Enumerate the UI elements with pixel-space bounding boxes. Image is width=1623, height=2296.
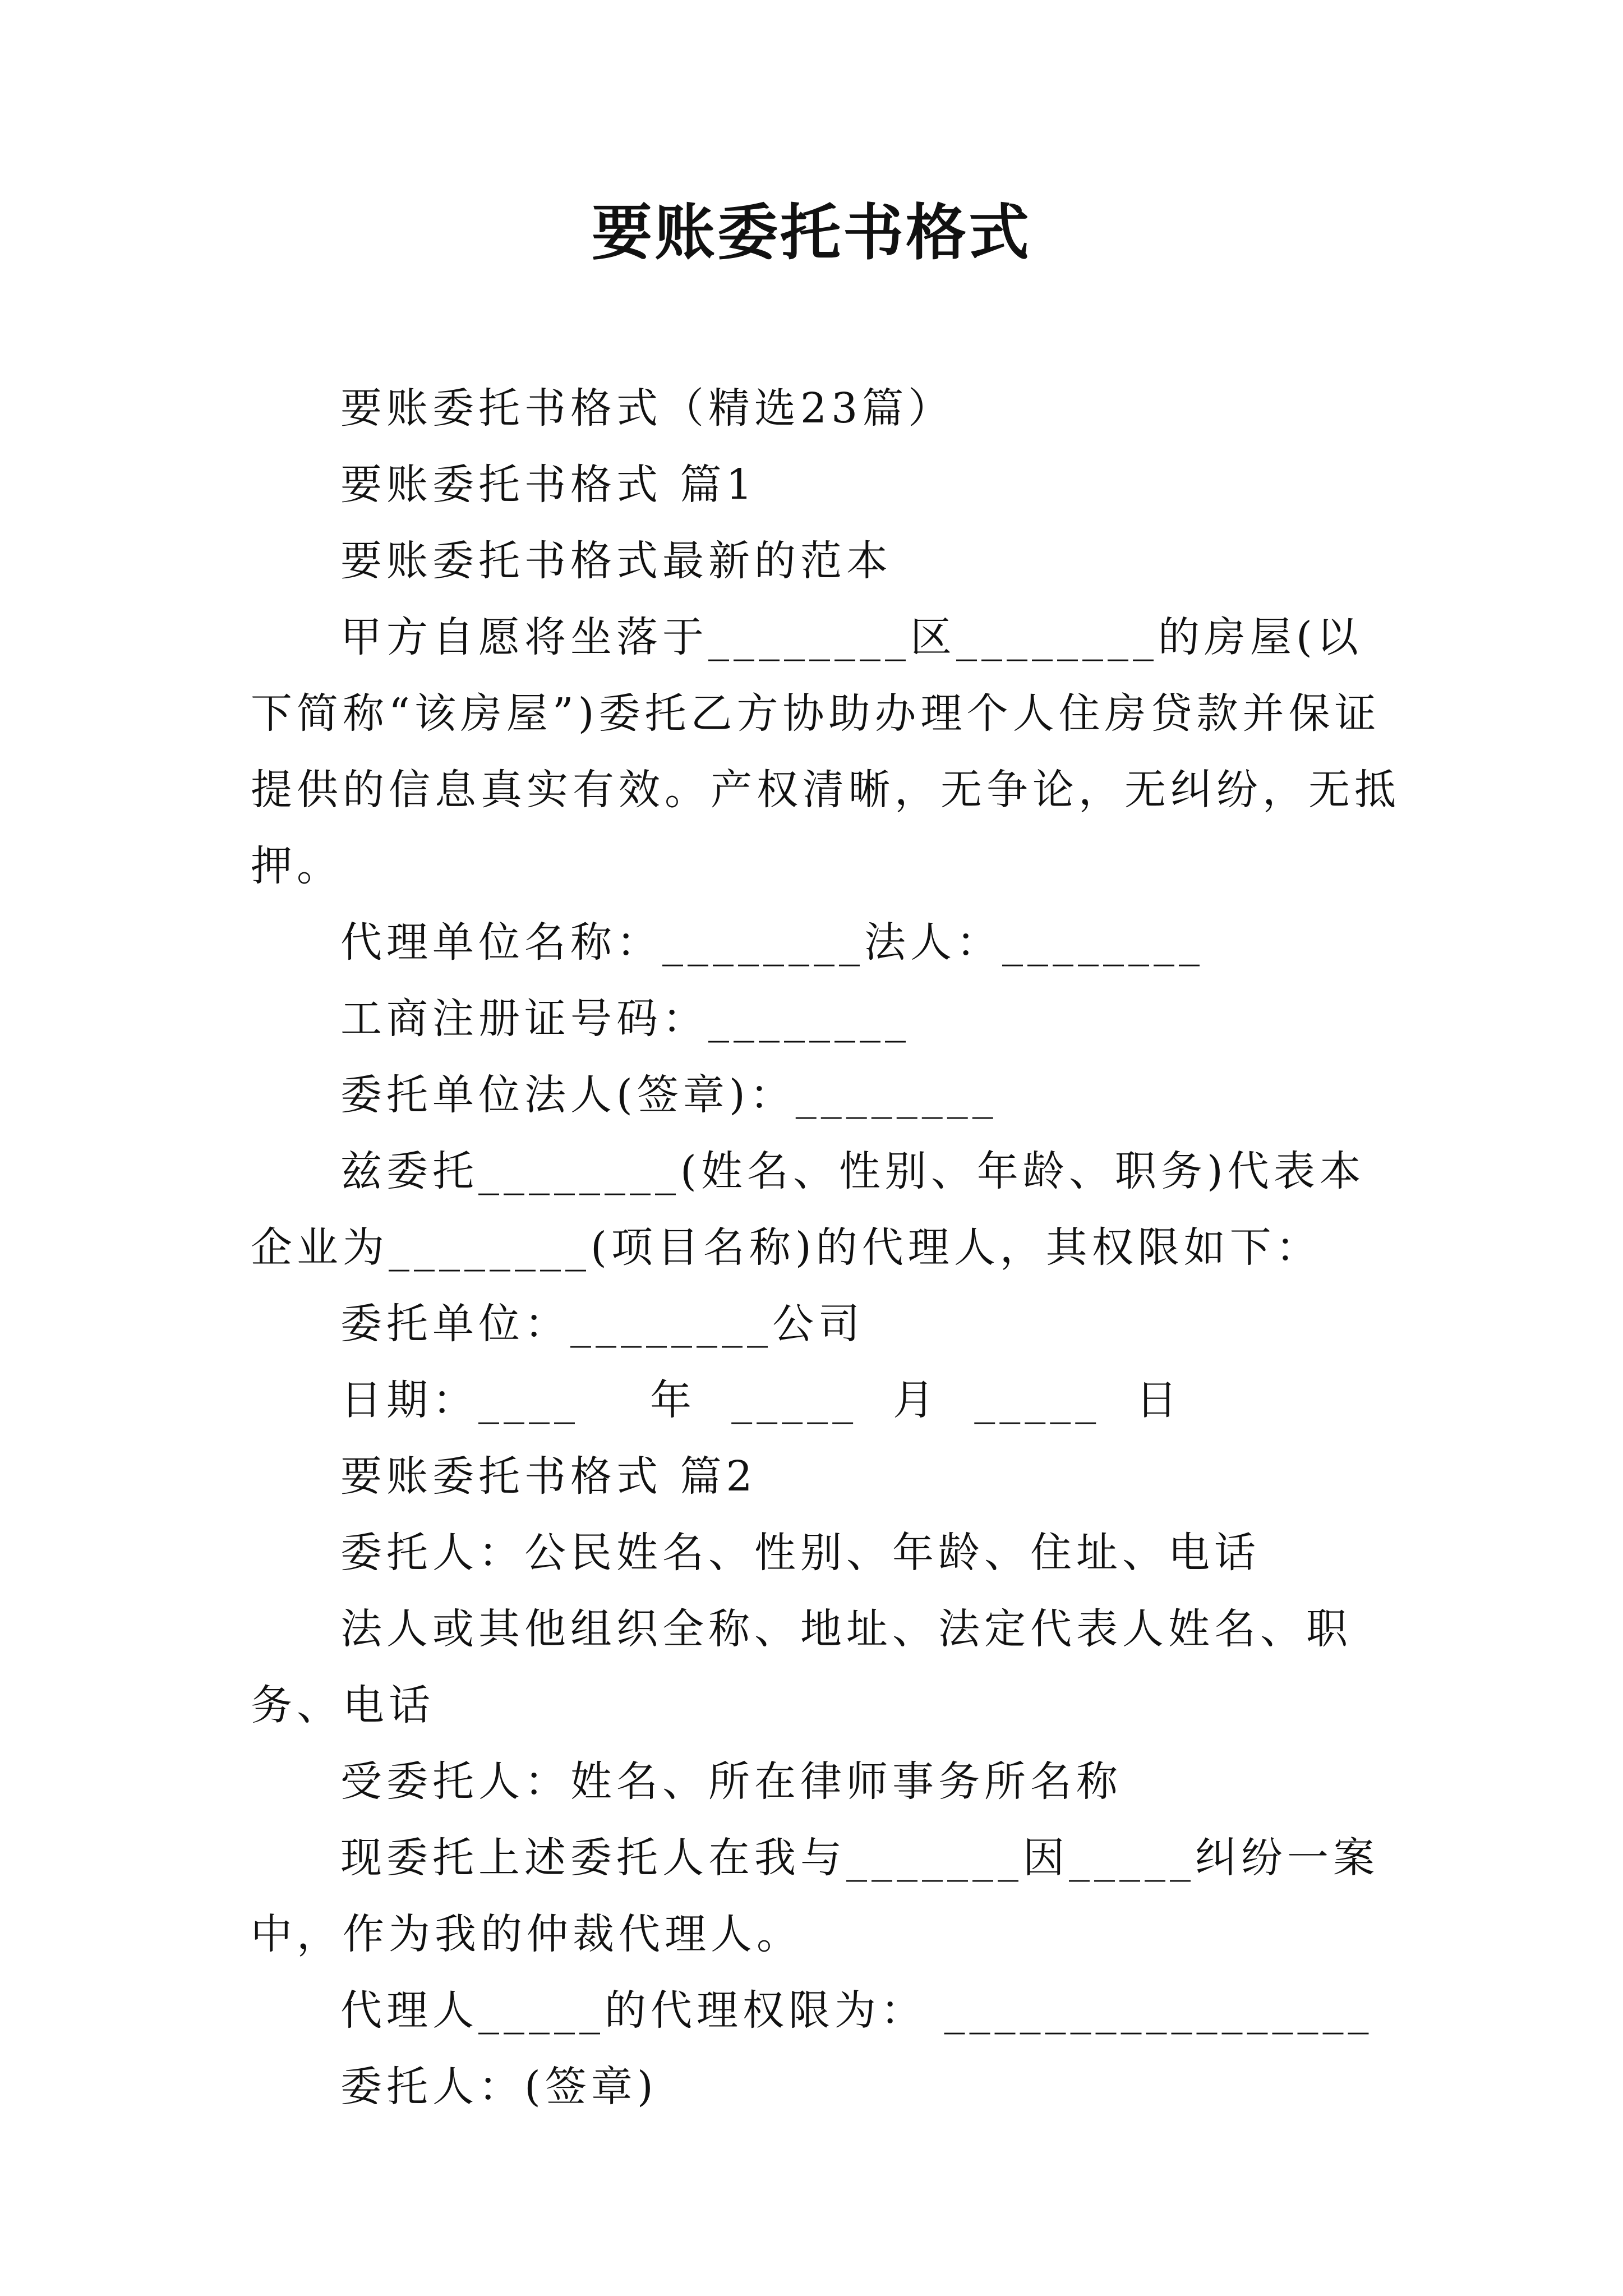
paragraph-registration-number: 工商注册证号码：________ bbox=[340, 995, 910, 1043]
paragraph-section-heading-2: 要账委托书格式 篇2 bbox=[340, 1452, 757, 1501]
paragraph-organization-info: 法人或其他组织全称、地址、法定代表人姓名、职务、电话 bbox=[251, 1605, 1352, 1729]
paragraph-arbitration-clause: 现委托上述委托人在我与_______因_____纠纷一案中，作为我的仲裁代理人。 bbox=[251, 1834, 1379, 1958]
document-body bbox=[251, 370, 1400, 2125]
paragraph-principal-unit: 委托单位：________公司 bbox=[340, 1300, 864, 1348]
paragraph-section-heading-1: 要账委托书格式 篇1 bbox=[340, 461, 757, 509]
paragraph-principal-sign: 委托人：(签章) bbox=[340, 2063, 658, 2111]
paragraph-property-clause: 甲方自愿将坐落于________区________的房屋(以下简称“该房屋”)委托乙方协助办理个人住房贷款并保证提供的信息真实有效。产权清晰，无争论，无纠纷，无抵押。 bbox=[251, 613, 1400, 890]
document-title: 要账委托书格式 bbox=[591, 197, 1031, 268]
paragraph-agent-unit-name: 代理单位名称：________法人：________ bbox=[340, 918, 1204, 967]
paragraph-template-heading: 要账委托书格式最新的范本 bbox=[340, 537, 892, 585]
paragraph-authorization-clause: 兹委托________(姓名、性别、年龄、职务)代表本企业为________(项目名称)的代理人，其权限如下： bbox=[251, 1147, 1366, 1272]
paragraph-principal-info: 委托人：公民姓名、性别、年龄、住址、电话 bbox=[340, 1529, 1260, 1577]
paragraph-agent-authority: 代理人_____的代理权限为： _________________ bbox=[340, 1986, 1373, 2035]
paragraph-principal-signature: 委托单位法人(签章)：________ bbox=[340, 1071, 998, 1119]
paragraph-date-line: 日期：____ 年 _____ 月 _____ 日 bbox=[340, 1376, 1182, 1424]
paragraph-trustee-info: 受委托人：姓名、所在律师事务所名称 bbox=[340, 1757, 1122, 1806]
paragraph-subtitle: 要账委托书格式（精选23篇） bbox=[340, 384, 955, 432]
